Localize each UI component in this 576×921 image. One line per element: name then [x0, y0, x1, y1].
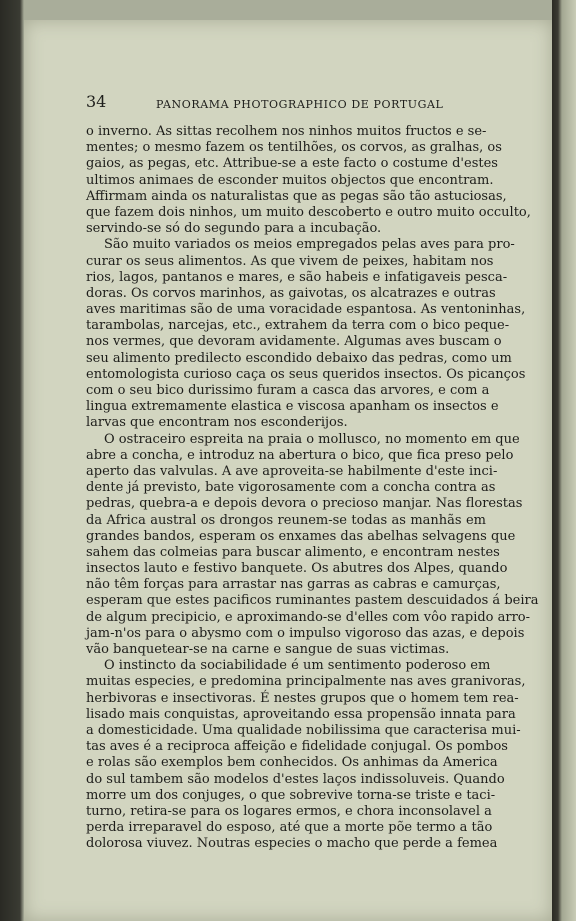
text-line: o inverno. As sittas recolhem nos ninhos muitos fructos e se-: [86, 124, 487, 139]
text-line: nos vermes, que devoram avidamente. Algumas aves buscam o: [86, 334, 502, 350]
text-line: ultimos animaes de esconder muitos objectos que encontram.: [86, 172, 494, 188]
text-line: mentes; o mesmo fazem os tentilhões, os corvos, as gralhas, os: [86, 140, 502, 156]
text-line: aperto das valvulas. A ave aproveita-se habilmente d'este inci-: [86, 463, 498, 479]
text-line: insectos lauto e festivo banquete. Os abutres dos Alpes, quando: [86, 561, 508, 577]
text-line: rios, lagos, pantanos e mares, e são habeis e infatigaveis pesca-: [86, 269, 508, 285]
text-line: vão banquetear-se na carne e sangue de suas victimas.: [86, 642, 450, 657]
text-line: dolorosa viuvez. Noutras especies o macho que perde a femea: [86, 836, 498, 852]
text-line: sahem das colmeias para buscar alimento, e encontram nestes: [86, 544, 500, 560]
text-line: tarambolas, narcejas, etc., extrahem da terra com o bico peque-: [86, 318, 510, 334]
text-line: não têm forças para arrastar nas garras as cabras e camurças,: [86, 577, 501, 593]
text-line: tas aves é a reciproca affeição e fidelidade conjugal. Os pombos: [86, 739, 508, 755]
text-line: com o seu bico durissimo furam a casca das arvores, e com a: [86, 383, 490, 398]
text-line: abre a concha, e introduz na abertura o bico, que fica preso pelo: [86, 447, 514, 463]
text-line: Affirmam ainda os naturalistas que as pegas são tão astuciosas,: [86, 188, 507, 204]
text-line: doras. Os corvos marinhos, as gaivotas, os alcatrazes e outras: [86, 285, 496, 301]
text-line: grandes bandos, esperam os enxames das abelhas selvagens que: [86, 528, 516, 544]
next-page-edge: [552, 0, 576, 921]
text-line: lisado mais conquistas, aproveitando essa propensão innata para: [86, 706, 516, 722]
text-line: São muito variados os meios empregados pelas aves para pro-: [104, 237, 515, 253]
text-line: entomologista curioso caça os seus queridos insectos. Os picanços: [86, 366, 526, 382]
text-line: lingua extremamente elastica e viscosa apanham os insectos e: [86, 399, 499, 415]
page-number: 34: [86, 92, 107, 111]
text-line: servindo-se só do segundo para a incubação.: [86, 221, 382, 237]
text-line: que fazem dois ninhos, um muito descoberto e outro muito occulto,: [86, 204, 531, 220]
page-header: [86, 92, 486, 118]
text-line: da Africa austral os drongos reunem-se todas as manhãs em: [86, 512, 486, 528]
text-line: muitas especies, e predomina principalmente nas aves granivoras,: [86, 674, 526, 690]
text-line: a domesticidade. Uma qualidade nobilissima que caracterisa mui-: [86, 722, 521, 738]
text-line: pedras, quebra-a e depois devora o precioso manjar. Nas florestas: [86, 496, 523, 512]
text-line: esperam que estes pacificos ruminantes pastem descuidados á beira: [86, 593, 539, 609]
text-line: do sul tambem são modelos d'estes laços indissoluveis. Quando: [86, 771, 505, 787]
text-line: O instincto da sociabilidade é um sentimento poderoso em: [104, 658, 491, 674]
text-line: O ostraceiro espreita na praia o mollusco, no momento em que: [104, 431, 520, 447]
text-line: jam-n'os para o abysmo com o impulso vigoroso das azas, e depois: [86, 625, 525, 641]
text-line: seu alimento predilecto escondido debaixo das pedras, como um: [86, 350, 512, 366]
body-text: [86, 124, 539, 852]
text-line: dente já previsto, bate vigorosamente com a concha contra as: [86, 480, 496, 496]
text-line: perda irreparavel do esposo, até que a morte põe termo a tão: [86, 820, 493, 836]
text-line: de algum precipicio, e aproximando-se d'elles com vôo rapido arro-: [86, 609, 531, 625]
text-line: turno, retira-se para os logares ermos, e chora inconsolavel a: [86, 803, 492, 819]
text-line: curar os seus alimentos. As que vivem de peixes, habitam nos: [86, 253, 494, 269]
text-line: morre um dos conjuges, o que sobrevive torna-se triste e taci-: [86, 787, 496, 803]
running-title: PANORAMA PHOTOGRAPHICO DE PORTUGAL: [156, 98, 444, 111]
text-line: aves maritimas são de uma voracidade espantosa. As ventoninhas,: [86, 302, 526, 318]
text-line: larvas que encontram nos esconderijos.: [86, 415, 348, 431]
text-line: herbivoras e insectivoras. É nestes grupos que o homem tem rea-: [86, 690, 519, 706]
text-line: gaios, as pegas, etc. Attribue-se a este facto o costume d'estes: [86, 156, 498, 172]
text-line: e rolas são exemplos bem conhecidos. Os anhimas da America: [86, 755, 498, 771]
